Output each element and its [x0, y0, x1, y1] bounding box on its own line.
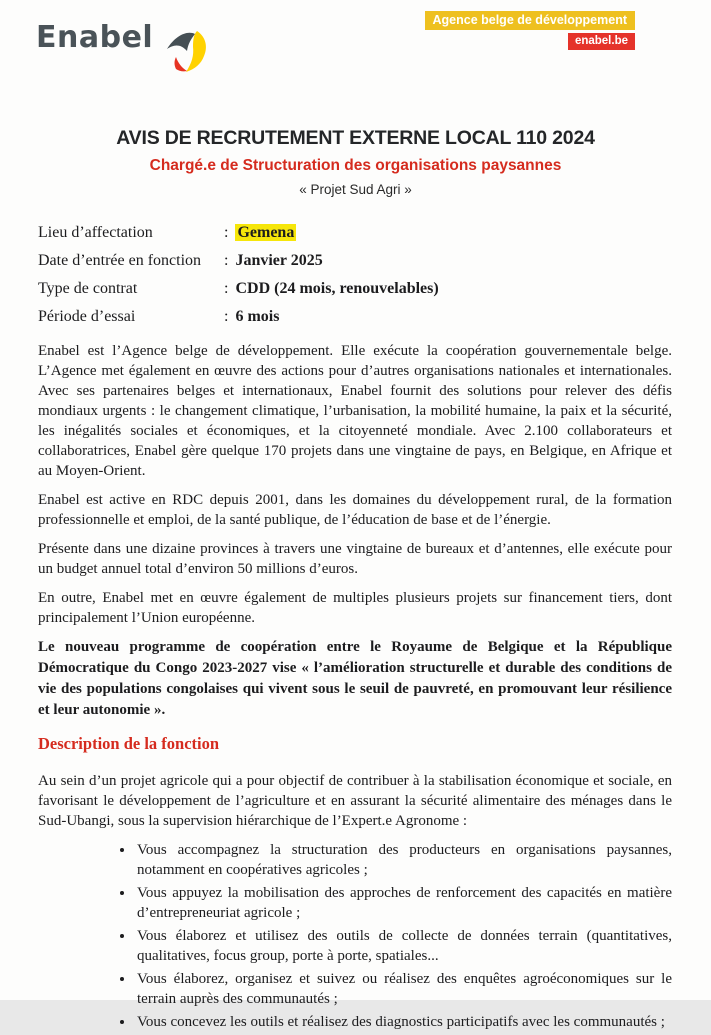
header-badges [425, 11, 636, 50]
detail-label: Date d’entrée en fonction [38, 252, 202, 269]
enabel-logo [36, 20, 153, 55]
detail-value [235, 224, 296, 242]
list-item-text: Vous élaborez, organisez et suivez ou réalisez des enquêtes agroéconomiques sur le terrain auprès des communautés ; [137, 971, 672, 1007]
section-heading-description: Description de la fonction [38, 734, 220, 753]
list-item-text: Vous concevez les outils et réalisez des diagnostics participatifs avec les communautés ; [137, 1014, 665, 1030]
agency-tagline-badge: Agence belge de développement [425, 11, 636, 30]
detail-value: 6 mois [235, 308, 280, 325]
document-body [38, 341, 672, 1035]
paragraph-enabel-rdc: Enabel est active en RDC depuis 2001, dans les domaines du développement rural, de la formation professionnelle et emploi, de la santé publique, de l’éducation de base et de l’énergie. [38, 492, 672, 528]
highlighted-value: Gemena [237, 224, 295, 241]
detail-separator: : [224, 308, 229, 325]
paragraph-about-enabel: Enabel est l’Agence belge de développement. Elle exécute la coopération gouvernementale belge. L’Agence met également en œuvre des actions pour d’autres organisations nationales et internationales. Avec ses partenaires belges et internationaux, Enabel fournit des solutions pour relever des défis mondiaux urgents : le changement climatique, l’urbanisation, la mobilité humaine, la paix et la sécurité, les inégalités sociales et économiques, et la citoyenneté mondiale. Avec 2.100 collaborateurs et collaboratrices, Enabel gère quelque 170 projets dans une vingtaine de pays, en Belgique, en Afrique et au Moyen-Orient. [38, 343, 672, 479]
list-item-text: Vous élaborez et utilisez des outils de collecte de données terrain (quantitatives, qualitatives, focus group, porte à porte, spatiales... [137, 928, 672, 964]
list-item [135, 926, 672, 966]
paragraph-function-intro: Au sein d’un projet agricole qui a pour objectif de contribuer à la stabilisation économique et sociale, en favorisant le développement de l’agriculture et en assurant la sécurité alimentaire des ménages dans le Sud-Ubangi, sous la supervision hiérarchique de l’Expert.e Agronome : [38, 773, 672, 829]
detail-value: Janvier 2025 [235, 252, 323, 269]
detail-row-location [38, 224, 439, 242]
title-block [0, 127, 711, 197]
list-item [135, 840, 672, 880]
detail-value: CDD (24 mois, renouvelables) [235, 280, 439, 297]
detail-label: Lieu d’affectation [38, 224, 153, 241]
detail-row-trial-period [38, 308, 439, 326]
enabel-bird-icon [167, 30, 215, 72]
list-item-text: Vous appuyez la mobilisation des approches de renforcement des capacités en matière d’entrepreneuriat agricole ; [137, 885, 672, 921]
job-details [38, 224, 439, 336]
paragraph-financement-tiers: En outre, Enabel met en œuvre également de multiples plusieurs projets sur financement tiers, dont principalement l’Union européenne. [38, 590, 672, 626]
detail-label: Période d’essai [38, 308, 136, 325]
list-item [135, 1012, 672, 1032]
job-title: Chargé.e de Structuration des organisations paysannes [149, 157, 562, 174]
paragraph-cooperation-programme: Le nouveau programme de coopération entre le Royaume de Belgique et la République Démocratique du Congo 2023-2027 vise « l’amélioration structurelle et durable des conditions de vie des populations congolaises qui vivent sous le seuil de pauvreté, en promouvant leur résilience et leur autonomie ». [38, 639, 672, 718]
detail-separator: : [224, 280, 229, 297]
detail-label: Type de contrat [38, 280, 138, 297]
website-badge: enabel.be [568, 33, 635, 50]
document-title: AVIS DE RECRUTEMENT EXTERNE LOCAL 110 2024 [116, 127, 595, 149]
list-item [135, 883, 672, 923]
enabel-logo-text: Enabel [36, 20, 154, 55]
detail-separator: : [224, 224, 229, 241]
responsibilities-list [38, 840, 672, 1032]
detail-row-contract-type [38, 280, 439, 298]
list-item [135, 969, 672, 1009]
project-name: « Projet Sud Agri » [299, 182, 412, 197]
detail-row-start-date [38, 252, 439, 270]
list-item-text: Vous accompagnez la structuration des producteurs en organisations paysannes, notamment en coopératives agricoles ; [137, 842, 672, 878]
detail-separator: : [224, 252, 229, 269]
paragraph-provinces-budget: Présente dans une dizaine provinces à travers une vingtaine de bureaux et d’antennes, elle exécute pour un budget annuel total d’environ 50 millions d’euros. [38, 541, 672, 577]
